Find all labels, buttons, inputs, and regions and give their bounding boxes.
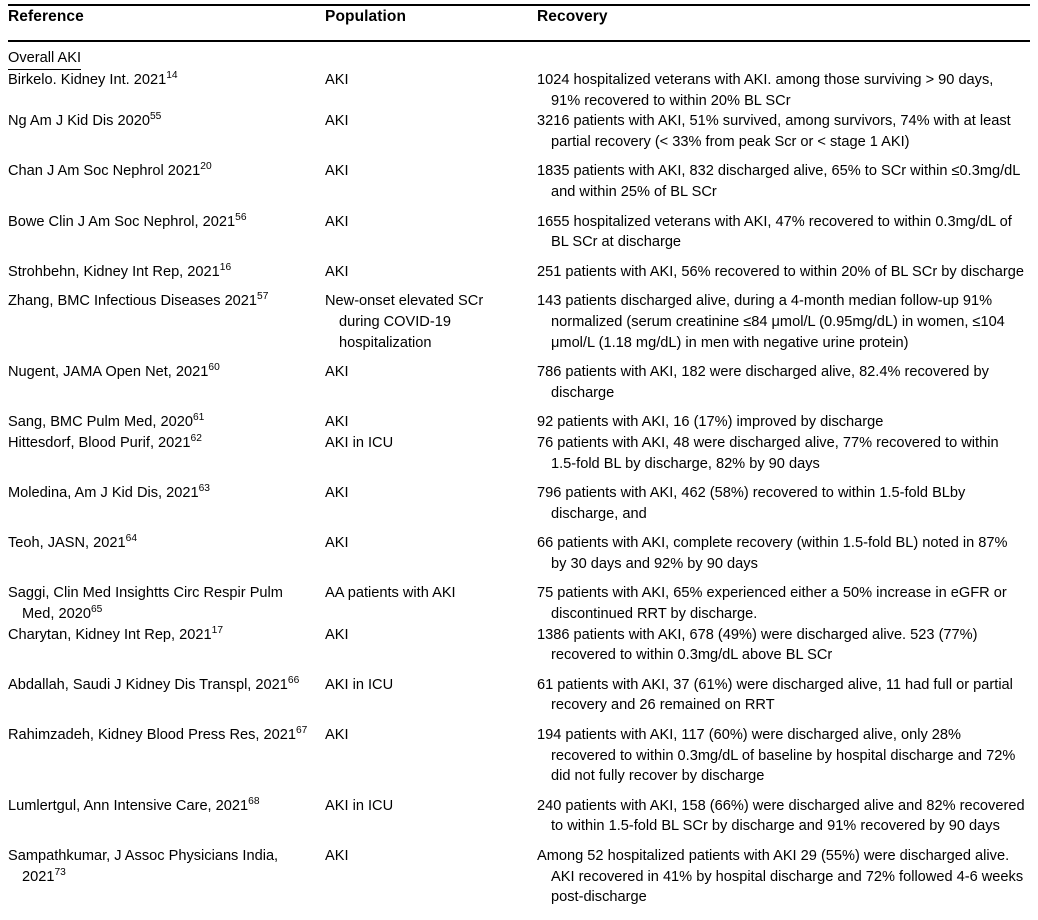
cell-population: AKI (325, 263, 349, 280)
cell-population: AKI (325, 414, 349, 431)
cell-population: AKI (325, 626, 349, 643)
cell-reference: Sang, BMC Pulm Med, 2020$^{61}$ (8, 412, 205, 431)
reference-superscript: 68 (248, 795, 260, 807)
cell-population: AKI (325, 485, 349, 502)
cell-recovery: 3216 patients with AKI, 51% survived, among survivors, 74% with at least partial recovery (< 33% from peak Scr or < stage 1 AKI) (537, 113, 1011, 150)
cell-reference: Saggi, Clin Med Insightts Circ Respir Pulm Med, 2020$^{65}$ (8, 585, 283, 623)
table-row (8, 787, 1030, 837)
reference-superscript: 57 (257, 291, 269, 303)
cell-reference: Ng Am J Kid Dis 2020$^{55}$ (8, 111, 162, 130)
section-heading-cell (8, 38, 1030, 70)
cell-population: AKI (325, 113, 349, 130)
table-header-row (8, 8, 1030, 38)
table-row (8, 574, 1030, 624)
cell-population: AA patients with AKI (325, 585, 456, 602)
cell-population: AKI (325, 848, 349, 864)
table-top-rule (8, 4, 1030, 6)
table-row (8, 433, 1030, 474)
cell-recovery: 143 patients discharged alive, during a 4-month median follow-up 91% normalized (serum creatinine ≤84 μmol/L (0.95mg/dL) in women, ≤104 μmol/L (1.18 mg/dL) in men with negative urine protein) (537, 293, 1005, 351)
table-row (8, 474, 1030, 524)
column-header-recovery: Recovery (537, 8, 608, 25)
reference-superscript: 56 (235, 211, 247, 223)
reference-superscript: 62 (190, 433, 202, 445)
cell-reference: Teoh, JASN, 2021$^{64}$ (8, 533, 138, 552)
cell-reference: Nugent, JAMA Open Net, 2021$^{60}$ (8, 362, 220, 381)
cell-recovery: 796 patients with AKI, 462 (58%) recovered to within 1.5-fold BLby discharge, and (537, 485, 966, 522)
cell-reference: Birkelo. Kidney Int. 2021$^{14}$ (8, 70, 178, 88)
column-header-population: Population (325, 8, 407, 25)
reference-superscript: 61 (192, 412, 205, 424)
cell-reference: Bowe Clin J Am Soc Nephrol, 2021$^{56}$ (8, 211, 247, 230)
reference-superscript: 67 (295, 725, 308, 737)
cell-reference: Rahimzadeh, Kidney Blood Press Res, 2021$^{67}$ (8, 725, 308, 744)
table-section-row (8, 38, 1030, 70)
section-heading-label: Overall AKI (8, 48, 81, 70)
table-row (8, 403, 1030, 433)
cell-recovery: 61 patients with AKI, 37 (61%) were discharged alive, 11 had full or partial recovery and 26 remained on RRT (537, 676, 1013, 714)
cell-population: AKI (325, 364, 349, 381)
reference-superscript: 17 (211, 624, 224, 636)
reference-superscript: 63 (198, 483, 210, 495)
reference-superscript: 64 (125, 533, 138, 545)
cell-recovery: 76 patients with AKI, 48 were discharged alive, 77% recovered to within 1.5-fold BL by discharge, 82% by 90 days (537, 434, 999, 472)
table-row (8, 625, 1030, 666)
cell-recovery: 66 patients with AKI, complete recovery (within 1.5-fold BL) noted in 87% by 30 days and 92% by 90 days (537, 535, 1008, 572)
cell-reference: Moledina, Am J Kid Dis, 2021$^{63}$ (8, 483, 210, 502)
cell-recovery: 251 patients with AKI, 56% recovered to within 20% of BL SCr by discharge (537, 263, 1024, 280)
cell-recovery: 1835 patients with AKI, 832 discharged alive, 65% to SCr within ≤0.3mg/dL and within 25% of BL SCr (537, 163, 1020, 200)
cell-population: AKI (325, 727, 349, 744)
column-header-reference: Reference (8, 8, 84, 25)
reference-superscript: 73 (54, 866, 66, 878)
reference-superscript: 14 (166, 70, 178, 82)
table-row (8, 253, 1030, 283)
table-row (8, 203, 1030, 253)
cell-population: AKI (325, 535, 349, 552)
table-row (8, 666, 1030, 716)
table-row (8, 524, 1030, 574)
table-row (8, 152, 1030, 202)
cell-recovery: 75 patients with AKI, 65% experienced either a 50% increase in eGFR or discontinued RRT by discharge. (537, 585, 1007, 623)
reference-superscript: 65 (90, 604, 103, 616)
cell-reference: Zhang, BMC Infectious Diseases 2021$^{57}$ (8, 291, 269, 310)
table-row (8, 353, 1030, 403)
table-row (8, 282, 1030, 353)
table-head (8, 8, 1030, 38)
cell-population: AKI (325, 72, 349, 88)
cell-reference: Charytan, Kidney Int Rep, 2021$^{17}$ (8, 624, 224, 643)
cell-reference: Sampathkumar, J Assoc Physicians India, 2021$^{73}$ (8, 848, 279, 885)
cell-population: AKI (325, 163, 349, 180)
cell-reference: Hittesdorf, Blood Purif, 2021$^{62}$ (8, 433, 202, 451)
cell-reference: Abdallah, Saudi J Kidney Dis Transpl, 2021$^{66}$ (8, 674, 300, 693)
cell-population: AKI in ICU (325, 797, 394, 814)
table-row (8, 716, 1030, 787)
cell-recovery: 786 patients with AKI, 182 were discharged alive, 82.4% recovered by discharge (537, 364, 989, 401)
cell-population: AKI (325, 213, 349, 230)
table-row (8, 111, 1030, 152)
cell-reference: Chan J Am Soc Nephrol 2021$^{20}$ (8, 161, 212, 180)
cell-population: New-onset elevated SCr during COVID-19 hospitalization (325, 293, 484, 351)
reference-superscript: 66 (287, 674, 300, 686)
cell-recovery: Among 52 hospitalized patients with AKI 29 (55%) were discharged alive. AKI recovered in 41% by hospital discharge and 72% followed 4-6 weeks post-discharge (537, 848, 1024, 906)
cell-population: AKI in ICU (325, 676, 394, 693)
cell-recovery: 240 patients with AKI, 158 (66%) were discharged alive and 82% recovered to within 1.5-fold BL SCr by discharge and 91% recovered by 90 days (537, 797, 1025, 835)
cell-recovery: 1024 hospitalized veterans with AKI. among those surviving > 90 days, 91% recovered to within 20% BL SCr (537, 72, 994, 109)
reference-superscript: 55 (149, 111, 162, 123)
table-row (8, 70, 1030, 111)
reference-superscript: 60 (208, 362, 220, 374)
cell-recovery: 1386 patients with AKI, 678 (49%) were discharged alive. 523 (77%) recovered to within 0.3mg/dL above BL SCr (537, 626, 978, 664)
cell-reference: Lumlertgul, Ann Intensive Care, 2021$^{68}$ (8, 795, 260, 814)
cell-recovery: 1655 hospitalized veterans with AKI, 47% recovered to within 0.3mg/dL of BL SCr at discharge (537, 213, 1012, 251)
reference-superscript: 20 (200, 161, 212, 173)
cell-recovery: 92 patients with AKI, 16 (17%) improved by discharge (537, 414, 884, 431)
table-row (8, 837, 1030, 908)
recovery-summary-table (8, 8, 1030, 908)
cell-reference: Strohbehn, Kidney Int Rep, 2021$^{16}$ (8, 261, 232, 280)
cell-population: AKI in ICU (325, 434, 394, 451)
reference-superscript: 16 (219, 261, 232, 273)
cell-recovery: 194 patients with AKI, 117 (60%) were discharged alive, only 28% recovered to within 0.3mg/dL of baseline by hospital discharge and 72% did not fully recover by discharge (537, 727, 1016, 785)
table-body (8, 38, 1030, 908)
